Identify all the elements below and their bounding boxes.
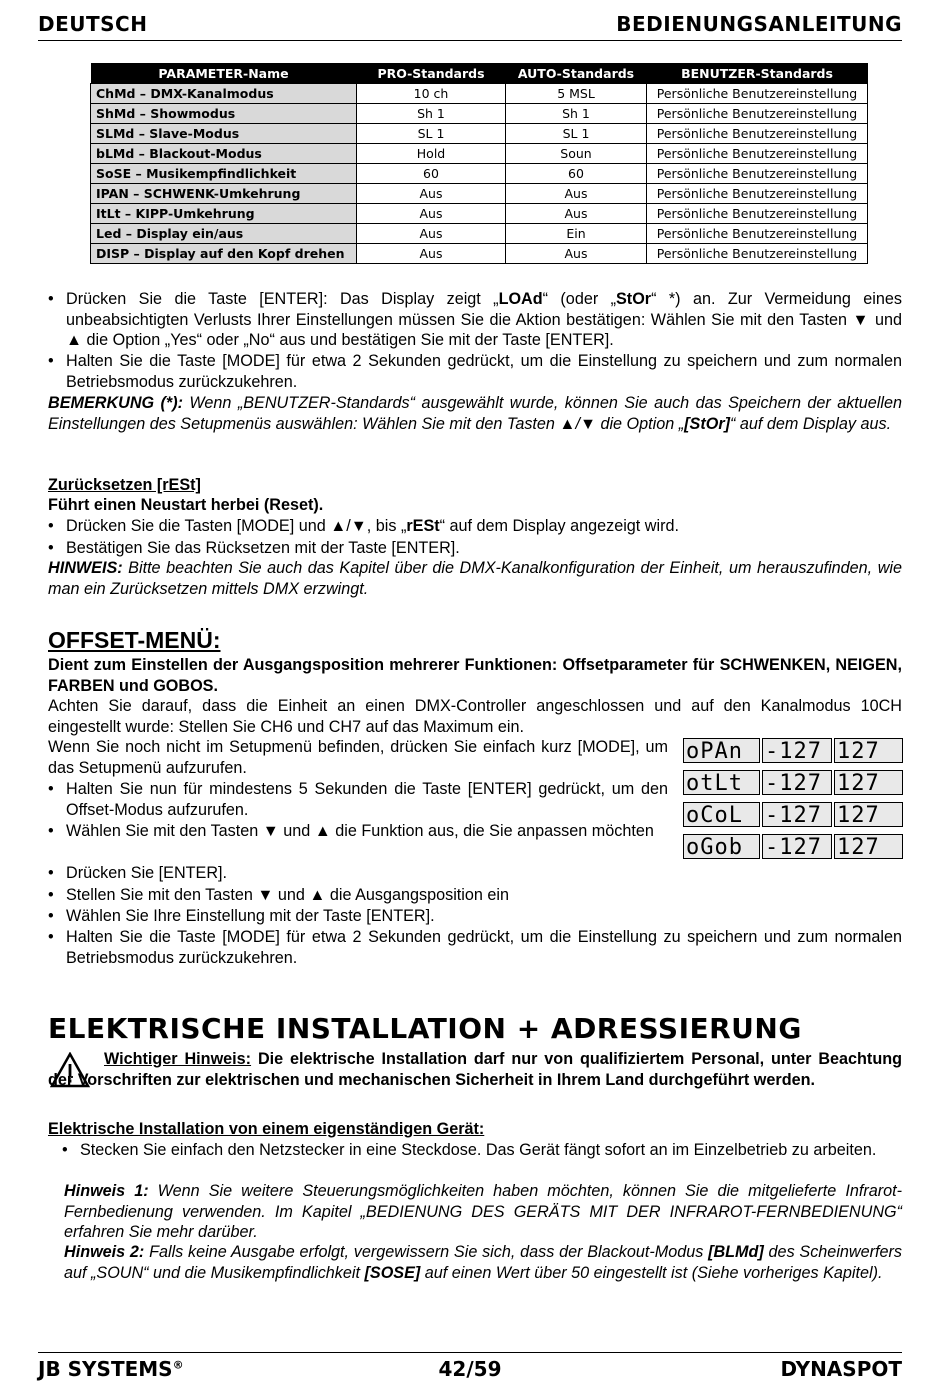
table-cell: Persönliche Benutzereinstellung bbox=[647, 124, 868, 144]
lcd-display-row bbox=[683, 802, 903, 829]
footer-product: DYNASPOT bbox=[780, 1357, 902, 1381]
note-paragraph bbox=[64, 1181, 902, 1243]
display-code: [SOSE] bbox=[364, 1263, 421, 1282]
text-run: Die elektrische Installation darf nur von qualifiziertem Personal, unter Beachtung der Vorschriften zur elektrischen und mechanischen Sicherheit in Ihrem Land durchgeführt werden. bbox=[48, 1050, 902, 1089]
list-item bbox=[48, 538, 902, 559]
table-row bbox=[91, 184, 868, 204]
lcd-min-value: -127 bbox=[762, 738, 832, 763]
table-cell: SLMd – Slave-Modus bbox=[91, 124, 357, 144]
list-item-text: Wählen Sie mit den Tasten ▼ und ▲ die Funktion aus, die Sie anpassen möchten bbox=[66, 822, 654, 840]
list-item bbox=[48, 906, 902, 927]
table-cell: SL 1 bbox=[357, 124, 506, 144]
table-cell: Hold bbox=[357, 144, 506, 164]
table-cell: Aus bbox=[357, 204, 506, 224]
table-cell: Aus bbox=[357, 244, 506, 264]
table-cell: Aus bbox=[506, 204, 647, 224]
note-label: HINWEIS: bbox=[48, 559, 123, 577]
table-row bbox=[91, 124, 868, 144]
page-number: 42/59 bbox=[438, 1357, 502, 1381]
header-title: BEDIENUNGSANLEITUNG bbox=[616, 12, 902, 36]
note-label: BEMERKUNG (*): bbox=[48, 394, 184, 412]
bullet-icon: • bbox=[48, 822, 54, 840]
text-run: Drücken Sie die Tasten [MODE] und ▲/▼, bis „ bbox=[66, 517, 407, 535]
table-row bbox=[91, 244, 868, 264]
display-code: [BLMd] bbox=[708, 1243, 764, 1261]
table-cell: Soun bbox=[506, 144, 647, 164]
list-item-text: Stecken Sie einfach den Netzstecker in eine Steckdose. Das Gerät fängt sofort an im Einzelbetrieb zu arbeiten. bbox=[80, 1141, 877, 1159]
table-cell: Aus bbox=[357, 184, 506, 204]
reset-subtitle: Führt einen Neustart herbei (Reset). bbox=[48, 496, 324, 514]
table-cell: Ein bbox=[506, 224, 647, 244]
warning-paragraph bbox=[48, 1049, 902, 1090]
lcd-display-row bbox=[683, 770, 903, 797]
table-header-cell: BENUTZER-Standards bbox=[647, 63, 868, 84]
table-cell: Persönliche Benutzereinstellung bbox=[647, 164, 868, 184]
table-cell: Aus bbox=[506, 184, 647, 204]
electrical-heading: ELEKTRISCHE INSTALLATION + ADRESSIERUNG bbox=[48, 1012, 802, 1045]
lcd-function: oGob bbox=[683, 834, 760, 859]
list-item-text: Wählen Sie Ihre Einstellung mit der Taste [ENTER]. bbox=[66, 907, 435, 925]
text-run: Wenn „BENUTZER-Standards“ ausgewählt wurde, können Sie auch das Speichern der aktuellen Einstellungen des Setupmenüs auswählen: Wählen Sie mit den Tasten ▲/▼ die Option „ bbox=[48, 394, 903, 433]
table-cell: Aus bbox=[357, 224, 506, 244]
list-item bbox=[48, 351, 902, 392]
offset-paragraph: Wenn Sie noch nicht im Setupmenü befinden, drücken Sie einfach kurz [MODE], um das Setupmenü aufzurufen. bbox=[48, 738, 668, 777]
table-cell: Aus bbox=[506, 244, 647, 264]
bullet-icon: • bbox=[48, 780, 54, 798]
footer-brand-text: JB SYSTEMS bbox=[38, 1357, 173, 1381]
text-run: “ (oder „ bbox=[542, 290, 616, 308]
lcd-max-value: 127 bbox=[834, 834, 903, 859]
bullet-icon: • bbox=[48, 928, 54, 946]
table-cell: 60 bbox=[357, 164, 506, 184]
table-cell: Persönliche Benutzereinstellung bbox=[647, 84, 868, 104]
table-cell: Persönliche Benutzereinstellung bbox=[647, 224, 868, 244]
bullet-icon: • bbox=[48, 907, 54, 925]
list-item bbox=[48, 927, 902, 968]
table-header-row bbox=[91, 63, 868, 84]
table-cell: SL 1 bbox=[506, 124, 647, 144]
lcd-min-value: -127 bbox=[762, 770, 832, 795]
list-item-text: Halten Sie nun für mindestens 5 Sekunden die Taste [ENTER] gedrückt, um den Offset-Modus aufzurufen. bbox=[66, 780, 668, 819]
table-cell: Persönliche Benutzereinstellung bbox=[647, 244, 868, 264]
text-run: “ *) an. Zur Vermeidung eines unbeabsichtigten Verlusts Ihrer Einstellungen müssen Sie die Aktion bestätigen: Wählen Sie mit den Tasten ▼ und ▲ die Option „Yes“ oder „No“ aus und bestätigen Sie mit der Taste [ENTER]. bbox=[66, 290, 902, 350]
table-cell: ItLt – KIPP-Umkehrung bbox=[91, 204, 357, 224]
bullet-icon: • bbox=[48, 539, 54, 557]
list-item bbox=[48, 516, 902, 537]
lcd-min-value: -127 bbox=[762, 834, 832, 859]
warning-label: Wichtiger Hinweis: bbox=[104, 1050, 252, 1068]
table-cell: 60 bbox=[506, 164, 647, 184]
lcd-display-row bbox=[683, 738, 903, 765]
note-paragraph bbox=[48, 558, 902, 599]
lcd-max-value: 127 bbox=[834, 802, 903, 827]
note-paragraph bbox=[64, 1242, 902, 1283]
display-code: rESt bbox=[406, 517, 440, 535]
bullet-icon: • bbox=[48, 352, 54, 370]
list-item-text: Halten Sie die Taste [MODE] für etwa 2 Sekunden gedrückt, um die Einstellung zu speichern und zum normalen Betriebsmodus zurückzukehren. bbox=[66, 928, 902, 967]
note-label: Hinweis 1: bbox=[64, 1182, 149, 1200]
bullet-icon: • bbox=[48, 886, 54, 904]
table-cell: Led – Display ein/aus bbox=[91, 224, 357, 244]
page-footer bbox=[38, 1352, 902, 1383]
table-row bbox=[91, 104, 868, 124]
note-paragraph bbox=[48, 393, 902, 434]
list-item bbox=[62, 1140, 902, 1161]
list-item bbox=[48, 821, 668, 842]
bullet-icon: • bbox=[48, 864, 54, 882]
note-label: Hinweis 2: bbox=[64, 1243, 145, 1261]
list-item bbox=[48, 863, 902, 884]
lcd-function: otLt bbox=[683, 770, 760, 795]
table-cell: IPAN – SCHWENK-Umkehrung bbox=[91, 184, 357, 204]
table-row bbox=[91, 224, 868, 244]
table-cell: Persönliche Benutzereinstellung bbox=[647, 104, 868, 124]
table-cell: Persönliche Benutzereinstellung bbox=[647, 204, 868, 224]
offset-intro: Dient zum Einstellen der Ausgangsposition mehrerer Funktionen: Offsetparameter für SCHWENKEN, NEIGEN, FARBEN und GOBOS. bbox=[48, 656, 902, 695]
text-run: “ auf dem Display angezeigt wird. bbox=[439, 517, 679, 535]
table-row bbox=[91, 84, 868, 104]
list-item-text: Stellen Sie mit den Tasten ▼ und ▲ die Ausgangsposition ein bbox=[66, 886, 510, 904]
list-item bbox=[48, 779, 668, 820]
text-run: Drücken Sie die Taste [ENTER]: Das Display zeigt „ bbox=[66, 290, 499, 308]
display-code: LOAd bbox=[498, 290, 543, 308]
table-cell: ChMd – DMX-Kanalmodus bbox=[91, 84, 357, 104]
header-language: DEUTSCH bbox=[38, 12, 148, 36]
text-run: des Scheinwerfers auf „SOUN“ und die Musikempfindlichkeit bbox=[64, 1243, 902, 1282]
text-run: “ auf dem Display aus. bbox=[730, 414, 892, 433]
table-cell: Sh 1 bbox=[506, 104, 647, 124]
reset-heading: Zurücksetzen [rESt] bbox=[48, 476, 201, 494]
lcd-function: oPAn bbox=[683, 738, 760, 763]
page-header bbox=[38, 10, 902, 41]
lcd-max-value: 127 bbox=[834, 738, 903, 763]
lcd-max-value: 127 bbox=[834, 770, 903, 795]
table-cell: ShMd – Showmodus bbox=[91, 104, 357, 124]
table-cell: DISP – Display auf den Kopf drehen bbox=[91, 244, 357, 264]
text-run: Falls keine Ausgabe erfolgt, vergewissern Sie sich, dass der Blackout-Modus bbox=[144, 1243, 709, 1261]
parameter-table bbox=[90, 63, 868, 264]
table-cell: SoSE – Musikempfindlichkeit bbox=[91, 164, 357, 184]
table-row bbox=[91, 144, 868, 164]
text-run: Bitte beachten Sie auch das Kapitel über die DMX-Kanalkonfiguration der Einheit, um herauszufinden, wie man ein Zurücksetzen mittels DMX erzwingt. bbox=[48, 559, 902, 598]
text-run: Wenn Sie weitere Steuerungsmöglichkeiten haben möchten, können Sie die mitgelieferte Infrarot-Fernbedienung verwenden. Im Kapitel „BEDIENUNG DES GERÄTS MIT DER INFRAROT-FERNBEDIENUNG“ erfahren Sie mehr darüber. bbox=[64, 1182, 902, 1242]
table-cell: Persönliche Benutzereinstellung bbox=[647, 144, 868, 164]
offset-heading: OFFSET-MENÜ: bbox=[48, 627, 221, 653]
table-row bbox=[91, 204, 868, 224]
bullet-icon: • bbox=[48, 517, 54, 535]
table-header-cell: AUTO-Standards bbox=[506, 63, 647, 84]
list-item-text: Halten Sie die Taste [MODE] für etwa 2 Sekunden gedrückt, um die Einstellung zu speichern und zum normalen Betriebsmodus zurückzukehren. bbox=[66, 352, 902, 391]
list-item bbox=[48, 885, 902, 906]
list-item-text: Drücken Sie [ENTER]. bbox=[66, 864, 228, 882]
display-code: StOr bbox=[616, 290, 652, 308]
table-row bbox=[91, 164, 868, 184]
table-cell: bLMd – Blackout-Modus bbox=[91, 144, 357, 164]
table-cell: 5 MSL bbox=[506, 84, 647, 104]
offset-paragraph: Achten Sie darauf, dass die Einheit an einen DMX-Controller angeschlossen und auf den Kanalmodus 10CH eingestellt wurde: Stellen Sie CH6 und CH7 auf das Maximum ein. bbox=[48, 697, 902, 736]
registered-mark: ® bbox=[172, 1358, 184, 1372]
table-cell: 10 ch bbox=[357, 84, 506, 104]
list-item bbox=[48, 289, 902, 351]
table-header-cell: PARAMETER-Name bbox=[91, 63, 357, 84]
table-header-cell: PRO-Standards bbox=[357, 63, 506, 84]
lcd-display-row bbox=[683, 834, 903, 861]
bullet-icon: • bbox=[62, 1141, 68, 1159]
table-cell: Persönliche Benutzereinstellung bbox=[647, 184, 868, 204]
lcd-min-value: -127 bbox=[762, 802, 832, 827]
bullet-icon: • bbox=[48, 290, 54, 308]
lcd-function: oCoL bbox=[683, 802, 760, 827]
electrical-subheading: Elektrische Installation von einem eigenständigen Gerät: bbox=[48, 1120, 485, 1138]
list-item-text: Bestätigen Sie das Rücksetzen mit der Taste [ENTER]. bbox=[66, 539, 460, 557]
text-run: auf einen Wert über 50 eingestellt ist (Siehe vorheriges Kapitel). bbox=[420, 1263, 883, 1282]
display-code: [StOr] bbox=[684, 414, 731, 433]
table-cell: Sh 1 bbox=[357, 104, 506, 124]
